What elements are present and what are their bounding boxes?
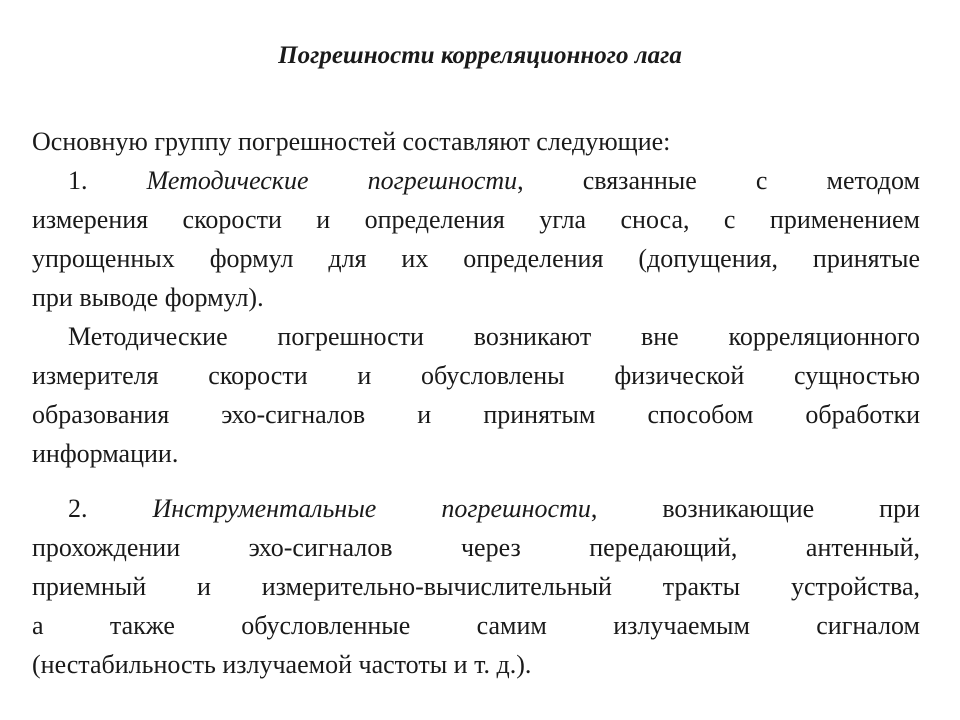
item1-line1 bbox=[32, 161, 920, 200]
item1-line2: измерения скорости и определения угла сноса, с применением bbox=[32, 205, 920, 234]
para2-line2: измерителя скорости и обусловлены физической сущностью bbox=[32, 361, 920, 390]
item2-line3: приемный и измерительно-вычислительный тракты устройства, bbox=[32, 572, 920, 601]
para2-line3: образования эхо-сигналов и принятым способом обработки bbox=[32, 400, 920, 429]
para2-line4: информации. bbox=[32, 439, 179, 468]
slide-body bbox=[32, 122, 920, 684]
item2-line4: а также обусловленные самим излучаемым сигналом bbox=[32, 611, 920, 640]
slide-title: Погрешности корреляционного лага bbox=[278, 42, 682, 69]
item1-line3: упрощенных формул для их определения (допущения, принятые bbox=[32, 244, 920, 273]
item2-number: 2. bbox=[68, 494, 88, 523]
item1-number: 1. bbox=[68, 166, 88, 195]
item2-line5: (нестабильность излучаемой частоты и т. д.). bbox=[32, 650, 532, 679]
item1-line1-rest: , связанные с методом bbox=[517, 166, 920, 195]
para2-line1: Методические погрешности возникают вне корреляционного bbox=[68, 322, 920, 351]
paragraph-gap bbox=[32, 473, 920, 489]
item2-term: Инструментальные погрешности bbox=[152, 494, 591, 523]
item2-line1-rest: , возникающие при bbox=[590, 494, 920, 523]
intro-line: Основную группу погрешностей составляют следующие: bbox=[32, 127, 671, 156]
item2-line1 bbox=[32, 489, 920, 528]
item1-term: Методические погрешности bbox=[146, 166, 518, 195]
item2-line2: прохождении эхо-сигналов через передающий, антенный, bbox=[32, 533, 920, 562]
item1-line4: при выводе формул). bbox=[32, 283, 264, 312]
